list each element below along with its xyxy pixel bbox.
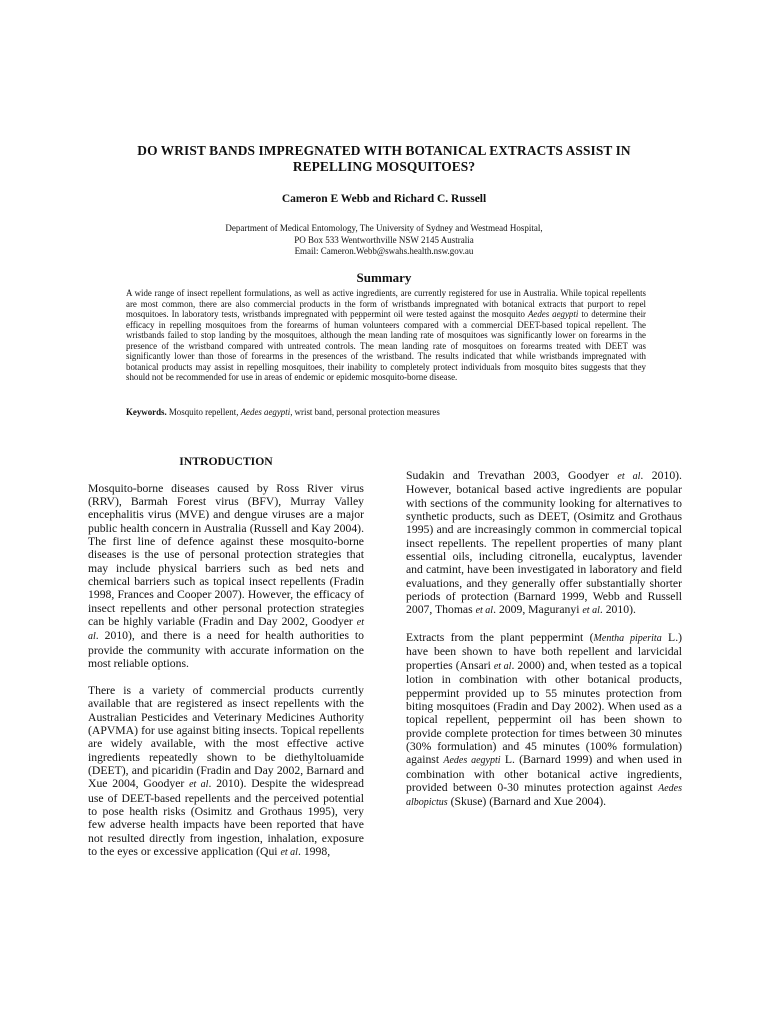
et-al: et al xyxy=(493,660,512,672)
et-al: et al xyxy=(475,605,494,617)
intro-paragraph-2 xyxy=(88,684,364,859)
intro-paragraph-1 xyxy=(88,482,364,671)
text-run: . 1998, xyxy=(297,844,331,858)
keywords-text: , wrist band, personal protection measures xyxy=(290,407,440,417)
species-name: Aedes albopictus xyxy=(406,782,682,809)
et-al: et al xyxy=(617,471,641,482)
affiliation-line: PO Box 533 Wentworthville NSW 2145 Australia xyxy=(294,234,474,245)
et-al: et al xyxy=(280,846,298,858)
species-name: Aedes aegypti xyxy=(443,755,501,767)
species-name: Aedes aegypti xyxy=(527,309,579,319)
affiliation-line: Department of Medical Entomology, The University of Sydney and Westmead Hospital, xyxy=(225,223,543,233)
text-run: . 2010). However, botanical based active ingredients are popular with sections of the community looking for alternatives to synthetic products, such as DEET, (Osimitz and Grothaus 1995) and are increasingly common in commercial topical insect repellents. The repellent properties of many plant essential oils, including citronella, eucalyptus, lavender and catmint, have been investigated in laboratory and field evaluations, and they generally offer substantially shorter periods of protection (Barnard 1999, Webb and Russell 2007, Thomas xyxy=(406,469,682,617)
text-run: . 2000) and, when tested as a topical lotion in combination with other botanical products, peppermint provided up to 55 minutes protection from biting mosquitoes (Fradin and Day 2002). When used as a topical repellent, peppermint oil has been shown to provide complete protection for times between 30 minutes (30% formulation) and 45 minutes (100% formulation) against xyxy=(406,658,682,767)
summary-heading: Summary xyxy=(356,270,412,285)
summary-text-part: A wide range of insect repellent formulations, as well as active ingredients, are currently registered for use in Australia. While topical repellents are most common, there are also commercial products in the form of wristbands impregnated with botanical extracts that purport to repel mosquitoes. In laboratory tests, wristbands impregnated with peppermint oil were tested against the mosquito xyxy=(126,288,646,319)
title-line-2: REPELLING MOSQUITOES? xyxy=(292,159,476,174)
text-run: There is a variety of commercial products currently available that are registered as insect repellents with the Australian Pesticides and Veterinary Medicines Authority (APVMA) for use against biting insects. Topical repellents are widely available, with the most effective active ingredients repeatedly shown to be diethyltoluamide (DEET), and picaridin (Fradin and Day 2002, Barnard and Xue 2004, Goodyer xyxy=(88,683,364,791)
introduction-heading: INTRODUCTION xyxy=(179,455,273,468)
summary-text xyxy=(126,288,646,383)
left-column xyxy=(88,455,364,859)
keywords-text: Mosquito repellent, xyxy=(166,407,241,417)
paper-title xyxy=(60,143,708,175)
text-run: . 2010). Despite the widespread use of DEET-based repellents and the perceived potential to pose health risks (Osimitz and Grothaus 1995), very few adverse health impacts have been reported that have not resulted directly from ingestion, inhalation, exposure to the eyes or excessive application (Qui xyxy=(88,777,364,858)
text-run: Sudakin and Trevathan 2003, Goodyer xyxy=(406,469,618,482)
et-al: et al xyxy=(582,605,600,617)
text-run: L.) have been shown to have both repellent and larvicidal properties (Ansari xyxy=(406,631,683,672)
text-run: (Skuse) (Barnard and Xue 2004). xyxy=(447,795,607,809)
right-column xyxy=(406,469,682,810)
keywords-label: Keywords. xyxy=(126,407,167,417)
text-run: Mosquito-borne diseases caused by Ross River virus (RRV), Barmah Forest virus (BFV), Murray Valley encephalitis virus (MVE) and dengue viruses are a major public health concern in Australia (Russell and Kay 2004). The first line of defence against these mosquito-borne diseases is the use of personal protection strategies that may include physical barriers such as bed nets and chemical barriers such as topical insect repellents (Fradin 1998, Frances and Cooper 2007). However, the efficacy of insect repellents and other personal protection strategies can be highly variable (Fradin and Day 2002, Goodyer xyxy=(88,481,364,629)
intro-paragraph-3 xyxy=(406,469,682,618)
title-line-1: DO WRIST BANDS IMPREGNATED WITH BOTANICAL EXTRACTS ASSIST IN xyxy=(137,143,631,158)
species-name: Mentha piperita xyxy=(593,633,662,645)
text-run: L. (Barnard 1999) and when used in combination with other botanical active ingredients, provided between 0-30 minutes protection against xyxy=(406,753,682,794)
affiliation-email: Email: Cameron.Webb@swahs.health.nsw.gov.au xyxy=(294,246,474,256)
affiliation xyxy=(0,223,768,258)
keywords xyxy=(126,407,646,418)
intro-paragraph-4 xyxy=(406,631,682,809)
summary-text-part: to determine their efficacy in repelling mosquitoes from the forearms of human volunteers compared with a commercial DEET-based topical repellent. The wristbands failed to stop landing by the mosquitoes, although the mean landing rate of mosquitoes was significantly lower on forearms in the presence of the wristband compared with untreated controls. The mean landing rate of mosquitoes on forearms treated with DEET was significantly lower than those of forearms in the presences of the wristband. The results indicated that while wristbands impregnated with botanical products may assist in repelling mosquitoes, their inability to completely protect individuals from mosquito bites suggests that they should not be recommended for use in areas of endemic or epidemic mosquito-borne disease. xyxy=(126,309,646,382)
text-run: . 2010), and there is a need for health authorities to provide the community with accurate information on the most reliable options. xyxy=(88,629,364,671)
text-run: . 2009, Maguranyi xyxy=(493,603,583,617)
et-al: et al xyxy=(88,617,364,643)
text-run: Extracts from the plant peppermint ( xyxy=(406,631,594,645)
text-run: . 2010). xyxy=(599,603,636,617)
keywords-species: Aedes aegypti xyxy=(240,407,291,417)
et-al: et al xyxy=(189,779,209,791)
authors: Cameron E Webb and Richard C. Russell xyxy=(281,193,487,205)
